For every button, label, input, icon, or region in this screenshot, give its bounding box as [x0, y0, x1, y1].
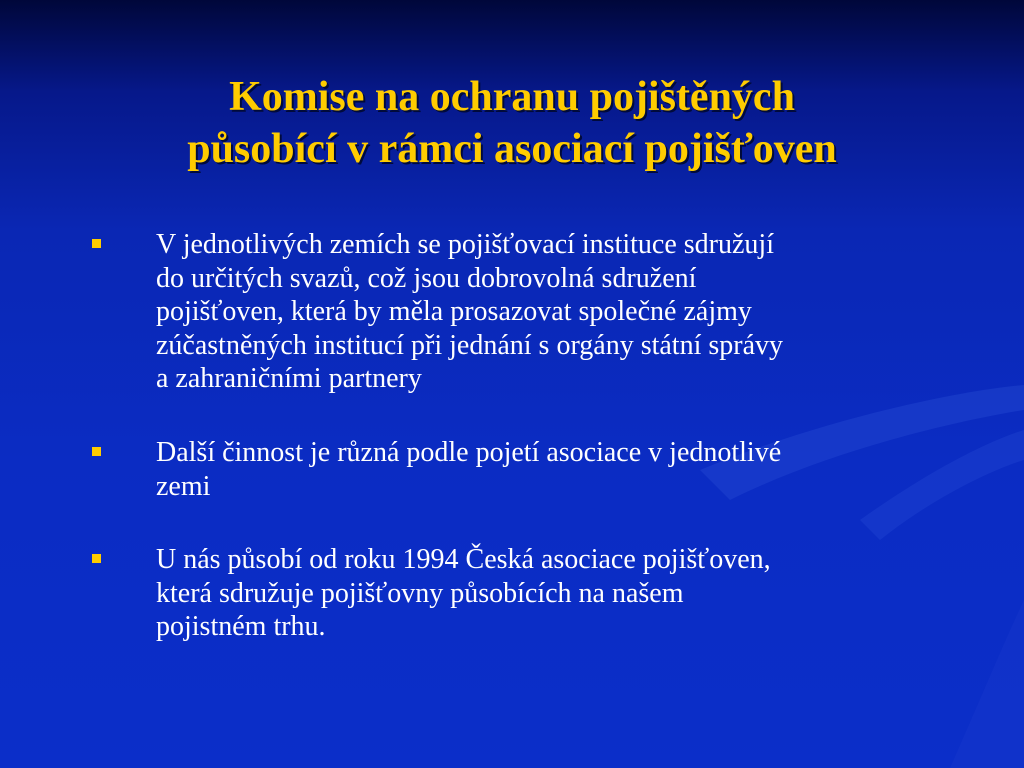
- square-bullet-icon: [92, 447, 101, 456]
- square-bullet-icon: [92, 239, 101, 248]
- bullet-3-line-1: U nás působí od roku 1994 Česká asociace pojišťoven,: [156, 544, 771, 576]
- bullet-list: [90, 228, 940, 644]
- bullet-1-line-4: zúčastněných institucí při jednání s orgány státní správy: [156, 329, 784, 361]
- slide-title-line-2: působící v rámci asociací pojišťoven: [187, 125, 837, 172]
- bullet-1-line-5: a zahraničními partnery: [156, 363, 422, 395]
- bullet-2-line-1: Další činnost je různá podle pojetí asociace v jednotlivé: [156, 436, 782, 468]
- bullet-1-line-2: do určitých svazů, což jsou dobrovolná sdružení: [156, 262, 697, 294]
- slide-title: [0, 72, 1024, 175]
- bullet-item-3: [90, 543, 940, 644]
- slide-title-line-1: Komise na ochranu pojištěných: [229, 74, 795, 120]
- bullet-1-line-3: pojišťoven, která by měla prosazovat společné zájmy: [156, 296, 752, 328]
- square-bullet-icon: [92, 554, 101, 563]
- bullet-1-line-1: V jednotlivých zemích se pojišťovací instituce sdružují: [156, 229, 774, 260]
- bullet-2-line-2: zemi: [156, 470, 211, 502]
- bullet-item-1: [90, 228, 940, 396]
- bullet-3-line-2: která sdružuje pojišťovny působících na našem: [156, 577, 684, 609]
- bullet-item-2: [90, 436, 940, 503]
- bullet-3-line-3: pojistném trhu.: [156, 611, 326, 643]
